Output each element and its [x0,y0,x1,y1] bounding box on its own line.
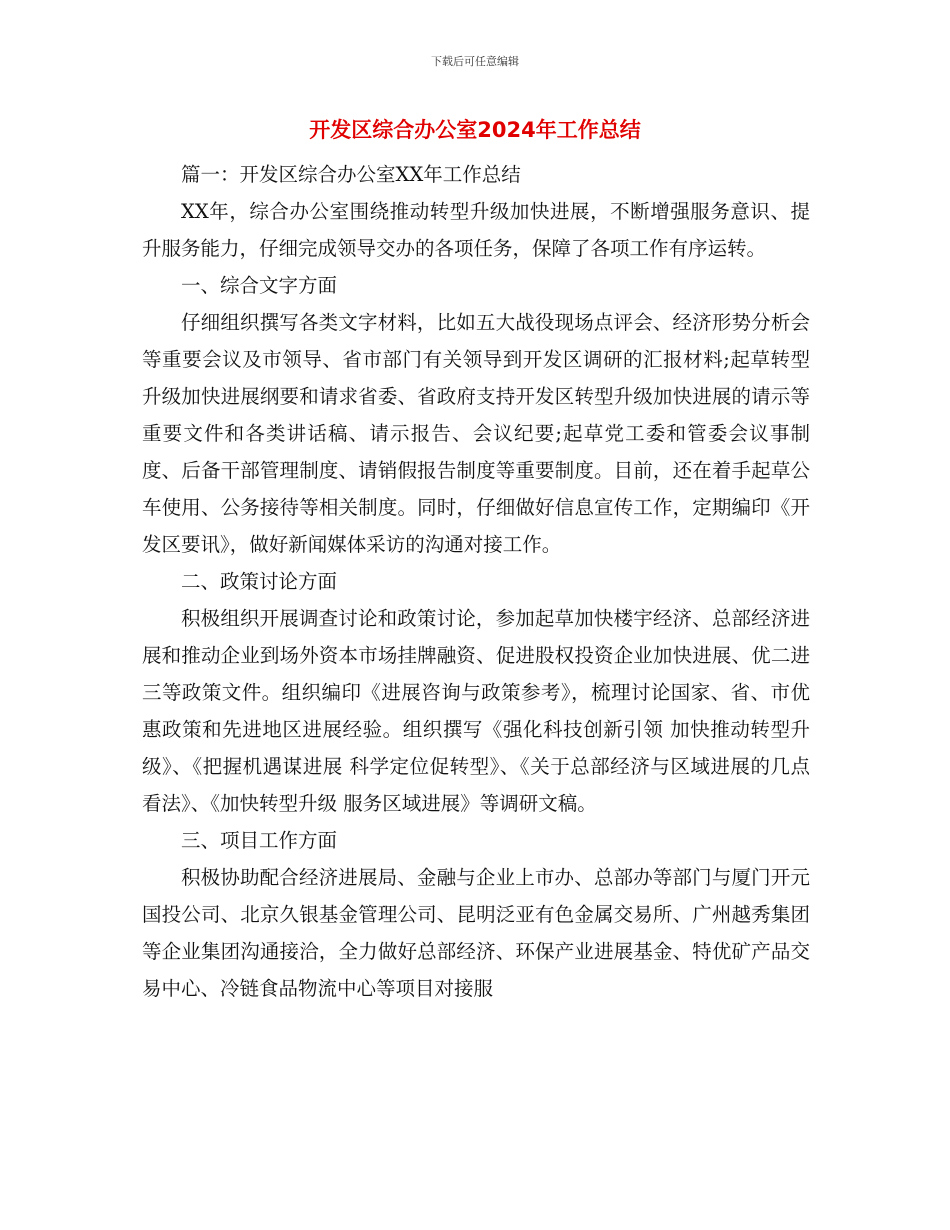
header-note: 下载后可任意编辑 [431,55,519,68]
intro-paragraph: XX年，综合办公室围绕推动转型升级加快进展，不断增强服务意识、提升服务能力，仔细完成领导交办的各项任务，保障了各项工作有序运转。 [142,200,810,260]
section-heading-policy: 二、政策讨论方面 [181,570,338,593]
writing-paragraph: 仔细组织撰写各类文字材料，比如五大战役现场点评会、经济形势分析会等重要会议及市领导、省市部门有关领导到开发区调研的汇报材料;起草转型升级加快进展纲要和请求省委、省政府支持开发区转型升级加快进展的请示等重要文件和各类讲话稿、请示报告、会议纪要;起草党工委和管委会议事制度、后备干部管理制度、请销假报告制度等重要制度。目前，还在着手起草公车使用、公务接待等相关制度。同时，仔细做好信息宣传工作，定期编印《开发区要讯》，做好新闻媒体采访的沟通对接工作。 [142,311,810,556]
policy-paragraph: 积极组织开展调查讨论和政策讨论，参加起草加快楼宇经济、总部经济进展和推动企业到场外资本市场挂牌融资、促进股权投资企业加快进展、优二进三等政策文件。组织编印《进展咨询与政策参考》，梳理讨论国家、省、市优惠政策和先进地区进展经验。组织撰写《强化科技创新引领 加快推动转型升级》、《把握机遇谋进展 科学定位促转型》、《关于总部经济与区域进展的几点看法》、《加快转型升级 服务区域进展》等调研文稿。 [142,607,810,815]
section-heading-projects: 三、项目工作方面 [181,829,338,852]
section-heading-part1: 篇一：开发区综合办公室XX年工作总结 [181,163,521,186]
document-title: 开发区综合办公室2024年工作总结 [309,118,641,142]
projects-paragraph: 积极协助配合经济进展局、金融与企业上市办、总部办等部门与厦门开元国投公司、北京久银基金管理公司、昆明泛亚有色金属交易所、广州越秀集团等企业集团沟通接洽，全力做好总部经济、环保产业进展基金、特优矿产品交易中心、冷链食品物流中心等项目对接服 [142,866,810,1000]
section-heading-writing: 一、综合文字方面 [181,274,338,297]
document-body [142,156,810,1007]
